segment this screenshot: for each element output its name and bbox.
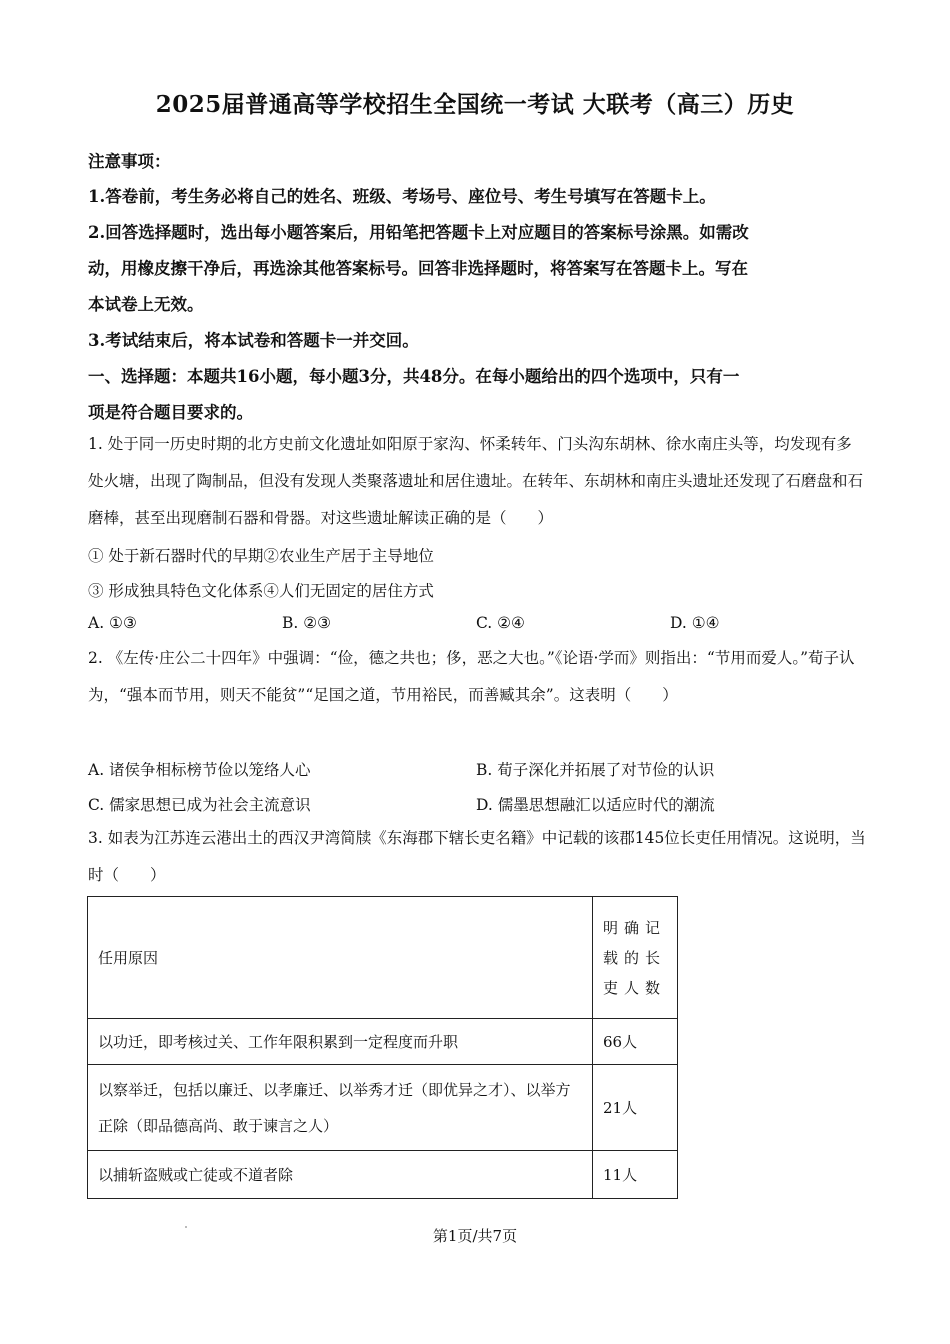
table-cell-count: 66人 <box>593 1019 678 1065</box>
question-1-option-c: C. ②④ <box>476 614 525 632</box>
notice-item-2-line-1: 2.回答选择题时，选出每小题答案后，用铅笔把答题卡上对应题目的答案标号涂黑。如需改 <box>88 223 749 242</box>
question-1-statement-row-2: ③ 形成独具特色文化体系④人们无固定的居住方式 <box>88 582 434 600</box>
notice-item-2-line-3: 本试卷上无效。 <box>88 295 204 314</box>
notice-item-2-line-2: 动，用橡皮擦干净后，再选涂其他答案标号。回答非选择题时，将答案写在答题卡上。写在 <box>88 259 748 278</box>
table-cell-reason: 以功迁，即考核过关、工作年限积累到一定程度而升职 <box>88 1019 593 1065</box>
table-row <box>88 1019 678 1065</box>
question-2-option-b: B. 荀子深化并拓展了对节俭的认识 <box>476 761 715 779</box>
question-2-option-d: D. 儒墨思想融汇以适应时代的潮流 <box>476 796 715 814</box>
question-1-option-d: D. ①④ <box>670 614 720 632</box>
question-2-option-c: C. 儒家思想已成为社会主流意识 <box>88 796 311 814</box>
appointment-table <box>87 896 678 1199</box>
section-heading-line-1: 一、选择题：本题共16小题，每小题3分，共48分。在每小题给出的四个选项中，只有一 <box>88 367 740 386</box>
table-cell-count: 21人 <box>593 1065 678 1151</box>
question-1-option-b: B. ②③ <box>282 614 332 632</box>
notice-item-3: 3.考试结束后，将本试卷和答题卡一并交回。 <box>88 331 419 350</box>
question-2-option-a: A. 诸侯争相标榜节俭以笼络人心 <box>88 761 311 779</box>
table-header-reason: 任用原因 <box>88 897 593 1019</box>
notice-item-1: 1.答卷前，考生务必将自己的姓名、班级、考场号、座位号、考生号填写在答题卡上。 <box>88 187 716 206</box>
table-header-row <box>88 897 678 1019</box>
table-header-count: 明确记载的长吏人数 <box>593 897 678 1019</box>
exam-title: 2025届普通高等学校招生全国统一考试 大联考（高三）历史 <box>155 91 795 118</box>
notice-heading: 注意事项： <box>88 152 171 171</box>
table-cell-reason: 以察举迁，包括以廉迁、以孝廉迁、以举秀才迁（即优异之才）、以举方正除（即品德高尚、敢于谏言之人） <box>88 1065 593 1151</box>
question-3-stem: 3. 如表为江苏连云港出土的西汉尹湾简牍《东海郡下辖长吏名籍》中记载的该郡145位长吏任用情况。这说明，当时（ ） <box>88 829 866 884</box>
section-heading-line-2: 项是符合题目要求的。 <box>88 403 253 422</box>
table-cell-reason: 以捕斩盗贼或亡徒或不道者除 <box>88 1151 593 1199</box>
question-1-stem: 1. 处于同一历史时期的北方史前文化遗址如阳原于家沟、怀柔转年、门头沟东胡林、徐水南庄头等，均发现有多处火塘，出现了陶制品，但没有发现人类聚落遗址和居住遗址。在转年、东胡林和南庄头遗址还发现了石磨盘和石磨棒，甚至出现磨制石器和骨器。对这些遗址解读正确的是（ ） <box>88 435 864 527</box>
table-row <box>88 1151 678 1199</box>
question-2-stem: 2. 《左传·庄公二十四年》中强调：“俭，德之共也；侈，恶之大也。”《论语·学而》则指出：“节用而爱人。”荀子认为，“强本而节用，则天不能贫”“足国之道，节用裕民，而善臧其余”。这表明（ ） <box>88 649 855 704</box>
table-row <box>88 1065 678 1151</box>
question-1-option-a: A. ①③ <box>88 614 137 632</box>
table-cell-count: 11人 <box>593 1151 678 1199</box>
page-number: 第1页/共7页 <box>432 1227 518 1245</box>
question-1-statement-row-1: ① 处于新石器时代的早期②农业生产居于主导地位 <box>88 547 434 565</box>
